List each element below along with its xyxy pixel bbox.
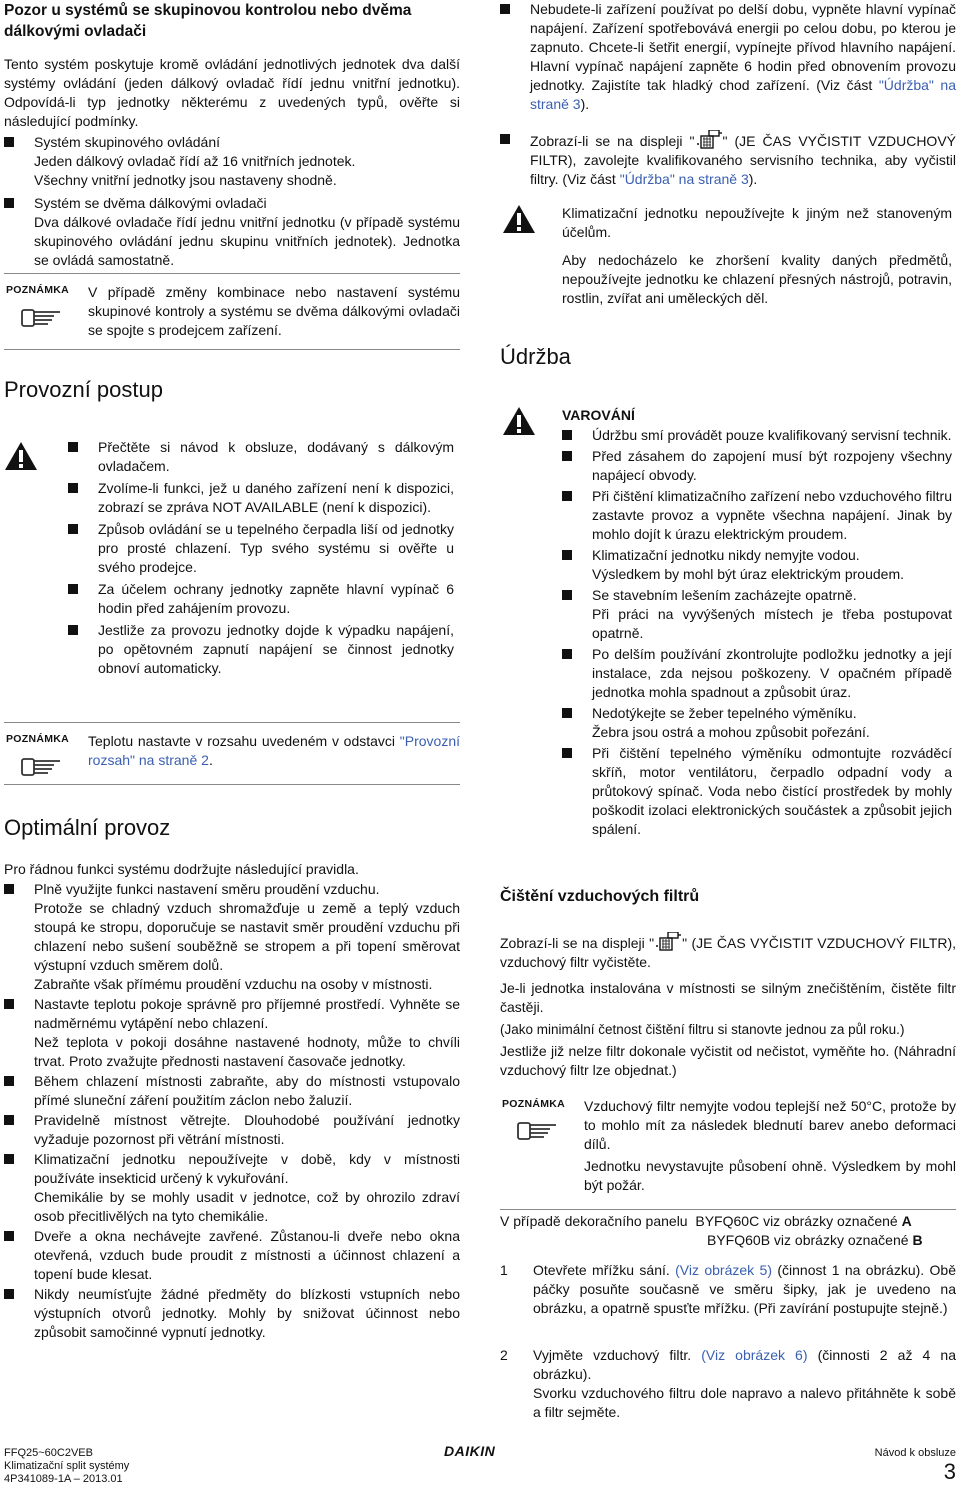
optimal-intro: Pro řádnou funkci systému dodržujte následující pravidla. (4, 861, 359, 877)
bullet-item: Pravidelně místnost větrejte. Dlouhodobé používání jednotky vyžaduje pozornost při větrání místnosti. (4, 1111, 460, 1149)
bullet-square (4, 999, 14, 1009)
note-label: POZNÁMKA (502, 1098, 566, 1110)
note-box: POZNÁMKA Teplotu nastavte v rozsahu uvedeném v odstavci "Provozní rozsah" na straně 2. (4, 722, 460, 785)
bullet-item: Klimatizační jednotku nepoužívejte v době, kdy v místnosti používáte insekticid určený k vykuřování. Chemikálie by se mohly usadit v jednotce, což by ohrozilo zdraví osob přecitlivělých na tyto chemikálie. (4, 1150, 460, 1226)
bullet-square (68, 483, 78, 493)
varovani-block (562, 406, 952, 839)
page-footer (4, 1443, 956, 1483)
system-item-dual (4, 194, 460, 270)
bullet-square (500, 134, 510, 144)
panel-info: V případě dekoračního panelu BYFQ60C viz obrázky označené A BYFQ60B viz obrázky označené B (500, 1213, 923, 1248)
step-number: 1 (500, 1262, 508, 1278)
bullet-item: Způsob ovládání se u tepelného čerpadla liší od jednotky pro prosté chlazení. Typ svého systému si ověřte u svého prodejce. (68, 520, 454, 577)
bullet-item: Nikdy neumísťujte žádné předměty do blízkosti vstupních nebo výstupních otvorů jednotky. Mohly by snižovat účinnost nebo způsobit samočinné vypnutí jednotky. (4, 1285, 460, 1342)
bullet-item: Nebudete-li zařízení používat po delší dobu, vypněte hlavní vypínač napájení. Zařízení spotřebovává energii po celou dobu, po kterou je zapnuto. Chcete-li šetřit energií, vypínejte přívod hlavního napájení. Hlavní vypínač napájení zapněte 6 hodin před obnovením provozu jednotky. Zajistíte tak hladký chod zařízení. (Viz část "Údržba" na straně 3). (500, 0, 956, 114)
bullet-square (4, 1289, 14, 1299)
heading-cisteni-filtru: Čištění vzduchových filtrů (500, 888, 700, 905)
cisteni-p2: Je-li jednotka instalována v místnosti se silným znečištěním, čistěte filtr častěji. (500, 980, 956, 1015)
warning-icon (502, 203, 536, 235)
bullet-square (4, 1231, 14, 1241)
heading-udrzba: Údržba (500, 344, 571, 369)
bullet-square (500, 4, 510, 14)
step-item: 2 Vyjměte vzduchový filtr. (Viz obrázek 6) (činnosti 2 až 4 na obrázku). Svorku vzduchového filtru dole napravo a nalevo přitáhněte k sobě a filtr sejměte. (500, 1347, 956, 1420)
footer-product: Klimatizační split systémy (4, 1460, 130, 1472)
optimal-list (4, 880, 460, 1342)
bullet-item: Za účelem ochrany jednotky zapněte hlavní vypínač 6 hodin před zahájením provozu. (68, 580, 454, 618)
bullet-square (4, 198, 14, 208)
bullet-item: Zobrazí-li se na displeji " " (JE ČAS VYČISTIT VZDUCHOVÝ FILTR), zavolejte kvalifikovaného servisního technika, aby vyčistil filtry. (Viz část "Údržba" na straně 3). (500, 130, 956, 189)
bullet-item: Přečtěte si návod k obsluze, dodávaný s dálkovým ovladačem. (68, 438, 454, 476)
filter-clean-icon (654, 932, 682, 952)
bullet-item: Před zásahem do zapojení musí být rozpojeny všechny napájecí obvody. (562, 447, 952, 485)
heading-optimalni-provoz: Optimální provoz (4, 815, 171, 840)
note-text: V případě změny kombinace nebo nastavení systému skupinové kontroly a systému se dvěma dálkovými ovladači se spojte s prodejcem zařízení. (88, 284, 460, 338)
bullet-square (4, 1076, 14, 1086)
system-item-group (4, 133, 460, 190)
filter-clean-icon (695, 130, 723, 150)
bullet-square (4, 1154, 14, 1164)
footer-model: FFQ25~60C2VEB (4, 1447, 93, 1459)
bullet-item: Jestliže za provozu jednotky dojde k výpadku napájení, po opětovném zapnutí napájení se činnost jednotky obnoví automaticky. (68, 621, 454, 678)
note-box: POZNÁMKA Vzduchový filtr nemyjte vodou teplejší než 50°C, protože by to mohlo mít za následek blednutí barev anebo deformaci dílů. Jednotku nevystavujte působení ohně. Výsledkem by mohl být požár. (500, 1087, 956, 1210)
cisteni-p1: Zobrazí-li se na displeji " " (JE ČAS VYČISTIT VZDUCHOVÝ FILTR), vzduchový filtr vyčistěte. (500, 932, 956, 972)
bullet-square (4, 1115, 14, 1125)
bullet-item: Se stavebním lešením zacházejte opatrně. Při práci na vyvýšených místech je třeba postupovat opatrně. (562, 586, 952, 643)
footer-left (4, 1447, 129, 1486)
bullet-item: Plně využijte funkci nastavení směru proudění vzduchu. Protože se chladný vzduch shromažďuje u země a teplý vzduch stoupá ke stropu, doporučuje se nastavit směr proudění vzduchu při chlazení nebo sušení souběžně se stropem a při topení směrovat výstupní vzduch směrem dolů. Zabraňte však přímému proudění vzduchu na osoby v místnosti. (4, 880, 460, 994)
page-number: 3 (943, 1459, 956, 1484)
note-label: POZNÁMKA (6, 284, 70, 296)
right-top-list (500, 0, 956, 114)
bullet-square (562, 590, 572, 600)
system-line: Dva dálkové ovladače řídí jednu vnitřní jednotku (v případě systému skupinového ovládání jednu skupinu vnitřních jednotek). Jednotka se ovládá samostatně. (34, 214, 460, 268)
link-obrazek-5[interactable]: (Viz obrázek 5) (675, 1262, 772, 1278)
bullet-square (68, 442, 78, 452)
pointing-hand-icon (516, 1117, 560, 1143)
link-udrzba[interactable]: "Údržba" na straně 3 (619, 171, 749, 187)
note-label: POZNÁMKA (6, 733, 70, 745)
system-line: Všechny vnitřní jednotky jsou nastaveny shodně. (34, 172, 337, 188)
cisteni-p3: (Jako minimální četnost čištění filtru si stanovte jednou za půl roku.) (500, 1022, 905, 1037)
pointing-hand-icon (20, 753, 64, 779)
warning-text-group: Klimatizační jednotku nepoužívejte k jiným než stanoveným účelům. Aby nedocházelo ke zhoršení kvality daných předmětů, nepoužívejte jednotku ke chlazení přesných nástrojů, potravin, rostlin, zvířat ani uměleckých děl. (562, 205, 952, 306)
section-heading-group-control: Pozor u systémů se skupinovou kontrolou nebo dvěma dálkovými ovladači (4, 2, 412, 40)
footer-right (875, 1447, 956, 1484)
link-provozni-rozsah[interactable]: "Provozní rozsah" na straně 2 (88, 733, 460, 768)
heading-provozni-postup: Provozní postup (4, 377, 163, 402)
bullet-item (4, 194, 460, 270)
footer-doc-title: Návod k obsluze (874, 1447, 956, 1459)
bullet-item: Po delším používání zkontrolujte podložku jednotky a její instalace, zda nejsou poškozeny. V opačném případě jednotka mohla spadnout a způsobit úraz. (562, 645, 952, 702)
bullet-item: Při čištění klimatizačního zařízení nebo vzduchového filtru zastavte provoz a vypněte všechna napájení. Jinak by mohlo dojít k úrazu elektrickým proudem. (562, 487, 952, 544)
system-title: Systém se dvěma dálkovými ovladači (34, 195, 267, 211)
bullet-square (68, 584, 78, 594)
bullet-square (562, 451, 572, 461)
bullet-square (68, 524, 78, 534)
footer-code: 4P341089-1A – 2013.01 (4, 1473, 123, 1485)
bullet-item: Během chlazení místnosti zabraňte, aby do místnosti vstupovalo přímé sluneční záření použitím záclon nebo žaluzií. (4, 1072, 460, 1110)
bullet-square (562, 649, 572, 659)
bullet-item: Klimatizační jednotku nikdy nemyjte vodou. Výsledkem by mohl být úraz elektrickým proudem. (562, 546, 952, 584)
intro-paragraph: Tento systém poskytuje kromě ovládání jednotlivých jednotek dva další systémy ovládání (jeden dálkový ovladač řídí jednu vnitřní jednotku). Odpovídá-li typ jednotky některému z uvedených typů, ověřte si následující podmínky. (4, 56, 460, 129)
bullet-item: Nedotýkejte se žeber tepelného výměníku. Žebra jsou ostrá a mohou způsobit pořezání. (562, 704, 952, 742)
svg-text:DAIKIN: DAIKIN (444, 1443, 496, 1459)
bullet-square (562, 430, 572, 440)
bullet-square (562, 550, 572, 560)
bullet-square (4, 137, 14, 147)
pointing-hand-icon (20, 304, 64, 330)
system-line: Jeden dálkový ovladač řídí až 16 vnitřních jednotek. (34, 153, 356, 169)
bullet-item: Nastavte teplotu pokoje správně pro příjemné prostředí. Vyhněte se nadměrnému vytápění nebo chlazení. Než teplota v pokoji dosáhne nastavené hodnoty, může to chvíli trvat. Proto zvažujte přednosti nastavení časovače jednotky. (4, 995, 460, 1071)
link-udrzba[interactable]: "Údržba" na straně 3 (530, 77, 956, 112)
right-display-item (500, 130, 956, 189)
step-number: 2 (500, 1347, 508, 1363)
bullet-square (562, 708, 572, 718)
note-box (4, 273, 460, 350)
warning-icon (4, 440, 38, 472)
bullet-item: Zvolíme-li funkci, jež u daného zařízení není k dispozici, zobrazí se zpráva NOT AVAILABLE (není k dispozici). (68, 479, 454, 517)
bullet-item (4, 133, 460, 190)
bullet-square (562, 491, 572, 501)
provozni-list (68, 438, 454, 678)
bullet-square (68, 625, 78, 635)
varovani-label: VAROVÁNÍ (562, 407, 635, 423)
step-item: 1 Otevřete mřížku sání. (Viz obrázek 5) (činnost 1 na obrázku). Obě páčky posuňte současně ve směru šipky, jak je uvedeno na obrázku, a opatrně spusťte mřížku. (Při zavírání postupujte stejně.) (500, 1262, 956, 1316)
bullet-item: Údržbu smí provádět pouze kvalifikovaný servisní technik. (562, 426, 952, 445)
bullet-item: Dveře a okna nechávejte zavřené. Zůstanou-li dveře nebo okna otevřená, vzduch bude proudit z místnosti a účinnost chlazení a topení bude klesat. (4, 1227, 460, 1284)
warning-icon (502, 405, 536, 437)
system-title: Systém skupinového ovládání (34, 134, 220, 150)
daikin-logo (444, 1443, 519, 1459)
cisteni-p4: Jestliže již nelze filtr dokonale vyčistit od nečistot, vyměňte ho. (Náhradní vzduchový filtr lze objednat.) (500, 1043, 956, 1078)
bullet-square (4, 884, 14, 894)
link-obrazek-6[interactable]: (Viz obrázek 6) (701, 1347, 808, 1363)
bullet-item: Při čištění tepelného výměníku odmontujte rozváděcí skříň, motor ventilátoru, čerpadlo odpadní vody a průtokový spínač. Voda nebo čistící prostředek by mohly poškodit izolaci elektronických součástek a způsobit jejich spálení. (562, 744, 952, 839)
bullet-square (562, 748, 572, 758)
